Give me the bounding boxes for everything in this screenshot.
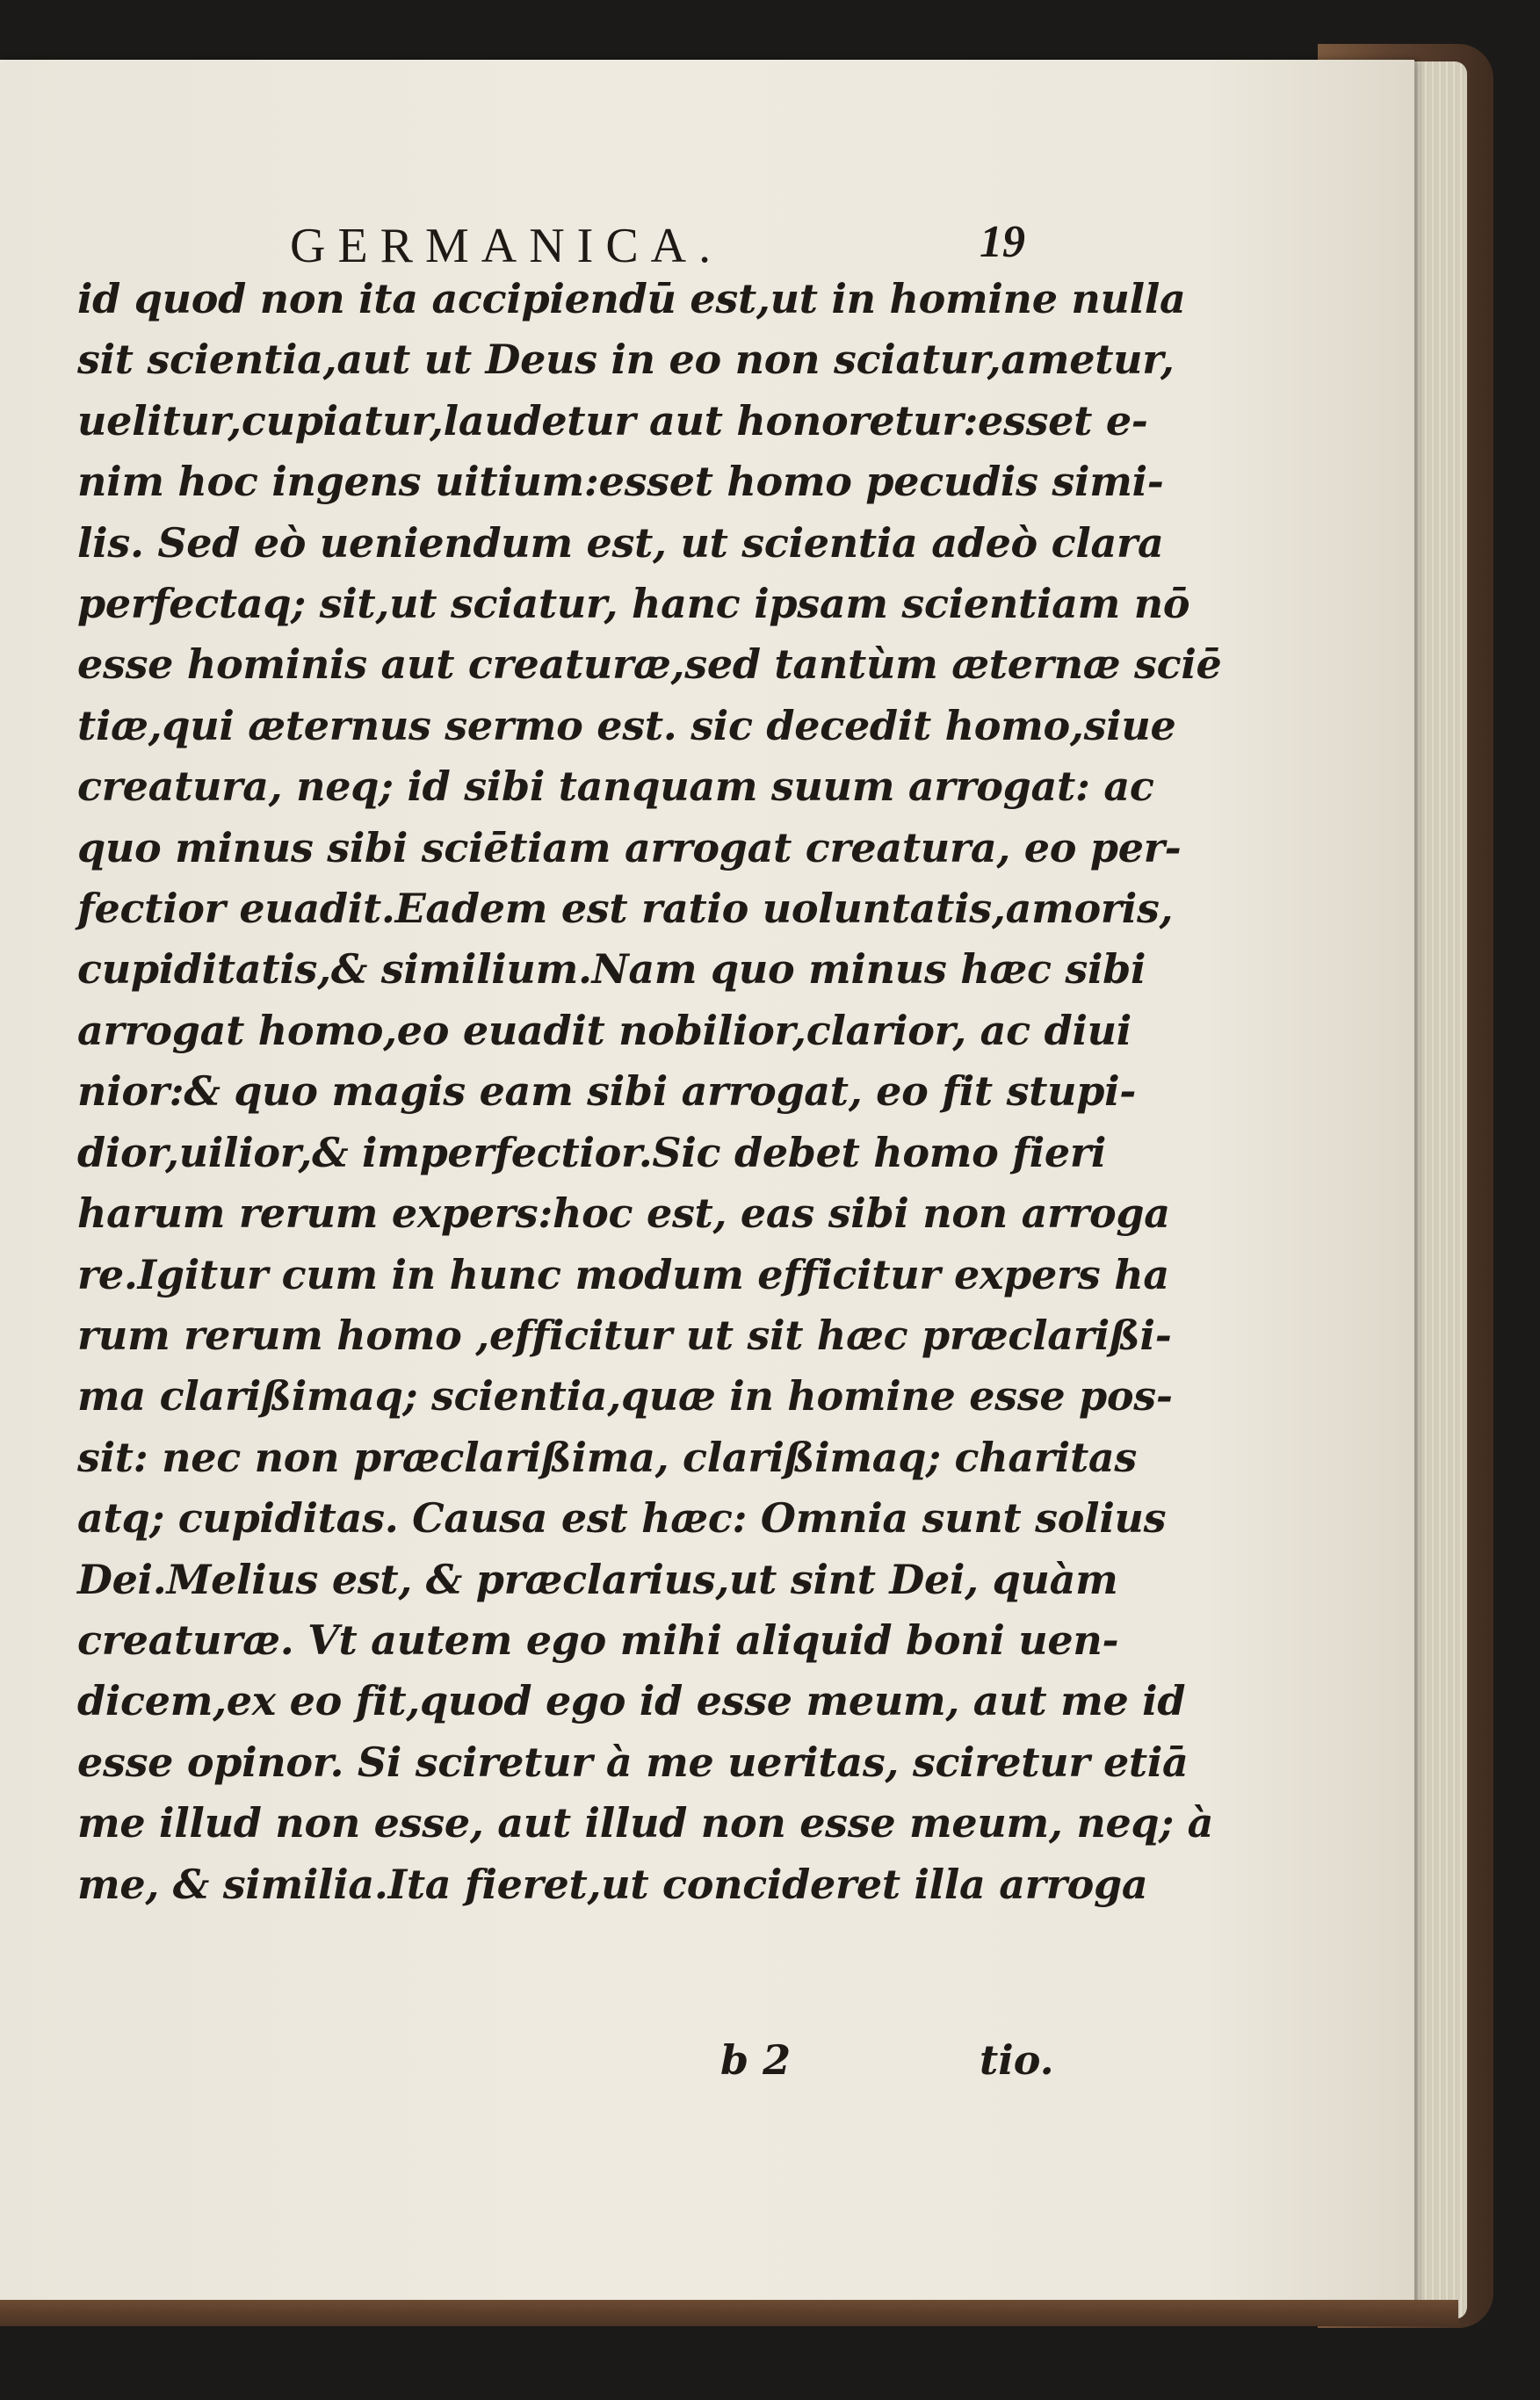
catchword: tio. — [980, 2036, 1054, 2084]
text-line: dicem,ex eo fit,quod ego id esse meum, aut me id — [77, 1677, 1186, 1725]
text-line: esse opinor. Si sciretur à me ueritas, sciretur etiā — [77, 1738, 1189, 1786]
text-line: me illud non esse, aut illud non esse meum, neq; à — [77, 1799, 1214, 1847]
text-line: me, & similia.Ita fieret,ut concideret illa arroga — [77, 1860, 1148, 1908]
text-line: cupiditatis,& similium.Nam quo minus hæc sibi — [77, 945, 1146, 994]
text-line: harum rerum expers:hoc est, eas sibi non arroga — [77, 1189, 1170, 1238]
signature-mark: b 2 — [720, 2036, 792, 2084]
text-line: perfectaq; sit,ut sciatur, hanc ipsam scientiam nō — [77, 580, 1190, 628]
text-line: tiæ,qui æternus sermo est. sic decedit homo,siue — [77, 701, 1176, 749]
text-line: rum rerum homo ,efficitur ut sit hæc præclarißi- — [77, 1311, 1172, 1359]
text-line: Dei.Melius est, & præclarius,ut sint Dei, quàm — [77, 1555, 1118, 1603]
book-cover-bottom-edge — [0, 2300, 1458, 2326]
text-line: quo minus sibi sciētiam arrogat creatura, eo per- — [77, 823, 1182, 871]
text-line: sit: nec non præclarißima, clarißimaq; charitas — [77, 1433, 1138, 1481]
text-line: id quod non ita accipiendū est,ut in homine nulla — [77, 275, 1186, 322]
text-line: lis. Sed eò ueniendum est, ut scientia adeò clara — [77, 518, 1164, 567]
text-line: fectior euadit.Eadem est ratio uoluntatis,amoris, — [77, 885, 1174, 933]
text-line: sit scientia,aut ut Deus in eo non sciatur,ametur, — [77, 336, 1175, 384]
text-line: dior,uilior,& imperfectior.Sic debet homo fieri — [77, 1128, 1107, 1176]
book-page — [0, 60, 1414, 2309]
text-line: atq; cupiditas. Causa est hæc: Omnia sunt solius — [77, 1494, 1167, 1543]
text-line: ma clarißimaq; scientia,quæ in homine esse pos- — [77, 1372, 1173, 1420]
page-number: 19 — [980, 217, 1025, 267]
text-line: nim hoc ingens uitium:esset homo pecudis simi- — [77, 458, 1164, 506]
text-line: arrogat homo,eo euadit nobilior,clarior, ac diui — [77, 1006, 1132, 1054]
text-line: creaturæ. Vt autem ego mihi aliquid boni uen- — [77, 1616, 1119, 1664]
body-text — [77, 269, 1222, 1915]
text-line: esse hominis aut creaturæ,sed tantùm æternæ sciē — [77, 640, 1222, 689]
text-line: uelitur,cupiatur,laudetur aut honoretur:esset e- — [77, 396, 1148, 445]
text-line: creatura, neq; id sibi tanquam suum arrogat: ac — [77, 763, 1154, 811]
running-head: GERMANICA. — [290, 219, 724, 273]
text-line: nior:& quo magis eam sibi arrogat, eo fit stupi- — [77, 1067, 1137, 1116]
text-line: re.Igitur cum in hunc modum efficitur expers ha — [77, 1250, 1169, 1298]
